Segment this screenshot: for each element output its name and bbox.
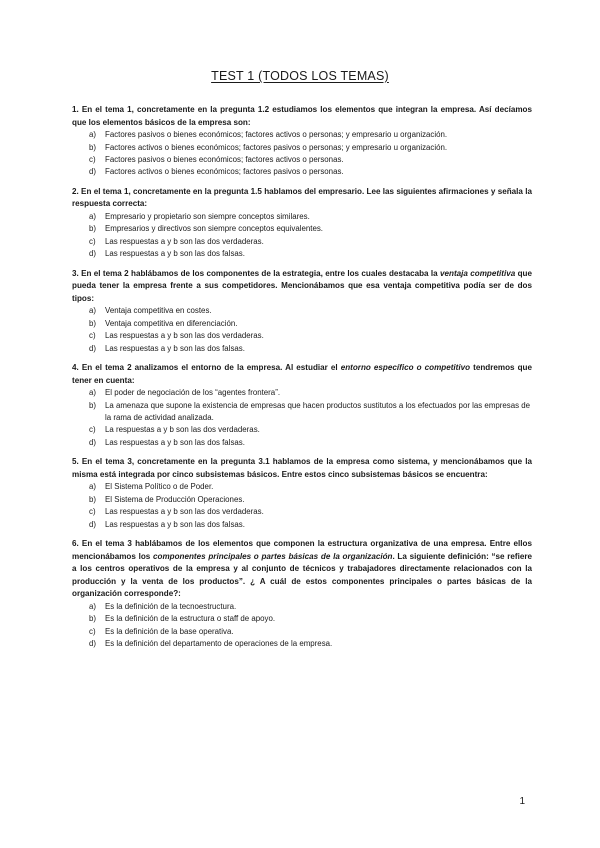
answer-option — [72, 638, 532, 650]
option-letter: a) — [89, 602, 97, 612]
document-title: TEST 1 (TODOS LOS TEMAS) — [211, 69, 389, 83]
option-letter: d) — [89, 639, 97, 649]
answer-option — [72, 437, 532, 449]
option-text: Factores pasivos o bienes económicos; factores activos o personas. — [105, 155, 344, 164]
answer-option — [72, 613, 532, 625]
option-text: El poder de negociación de los “agentes frontera”. — [105, 388, 281, 398]
answer-option — [72, 330, 532, 342]
question-text-segment: 4. En el tema 2 analizamos el entorno de la empresa. Al estudiar el — [72, 363, 341, 373]
option-text: Ventaja competitiva en costes. — [105, 306, 212, 316]
question-text-segment: 1. En el tema 1, concretamente en la pregunta 1.2 estudiamos los elementos que integran la empresa. Así decíamos que los elementos básicos de la empresa son: — [72, 105, 532, 127]
option-text: Ventaja competitiva en diferenciación. — [105, 318, 238, 328]
answer-option — [72, 424, 532, 436]
option-letter: d) — [89, 167, 97, 177]
answer-option — [72, 601, 532, 613]
question-3 — [72, 268, 532, 355]
question-6 — [72, 538, 532, 651]
question-emphasis: componentes principales o partes básicas de la organización — [153, 551, 393, 561]
answer-options — [72, 481, 532, 531]
question-text-segment: 6. En el tema 3 hablábamos de los elementos que componen la estructura organizativa de una empresa. Entre ellos mencionábamos los — [72, 539, 532, 561]
question-text-segment: 2. En el tema 1, concretamente en la pregunta 1.5 hablamos del empresario. Lee las siguientes afirmaciones y señala la respuesta correcta: — [72, 186, 532, 209]
question-text-segment: . La siguiente definición: “se refiere a los centros operativos de la empresa y al conjunto de técnicos y trabajadores directamente relacionados con la producción y la venta de los productos”. ¿ A cuál de estos componentes principales o partes básicas de la organización corresponde?: — [72, 551, 533, 599]
option-letter: b) — [89, 142, 97, 152]
option-text: Las respuestas a y b son las dos verdaderas. — [105, 331, 264, 341]
option-letter: b) — [89, 614, 97, 624]
option-letter: b) — [89, 400, 97, 410]
question-text-segment: 3. En el tema 2 hablábamos de los componentes de la estrategia, entre los cuales destacaba la — [72, 268, 441, 278]
option-text: Las respuestas a y b son las dos falsas. — [105, 437, 245, 447]
option-letter: b) — [89, 494, 97, 504]
option-letter: c) — [89, 425, 96, 435]
option-text: Las respuestas a y b son las dos falsas. — [105, 343, 245, 353]
answer-option — [72, 400, 532, 425]
answer-option — [72, 236, 532, 248]
page-number: 1 — [519, 796, 525, 807]
option-text: Es la definición de la base operativa. — [105, 626, 234, 636]
option-letter: a) — [89, 306, 97, 316]
option-letter: a) — [89, 482, 97, 492]
question-emphasis: entorno específico o competitivo — [340, 363, 471, 373]
answer-option — [72, 166, 532, 178]
answer-options — [72, 129, 532, 179]
question-text — [72, 268, 532, 306]
answer-option — [72, 211, 532, 223]
option-letter: c) — [89, 331, 96, 341]
question-text — [72, 186, 532, 211]
option-text: Las respuestas a y b son las dos falsas. — [105, 519, 245, 529]
option-letter: d) — [89, 437, 97, 447]
option-letter: d) — [89, 519, 97, 529]
answer-option — [72, 494, 532, 506]
option-text: Las respuestas a y b son las dos verdaderas. — [105, 507, 264, 517]
answer-option — [72, 142, 532, 154]
question-5 — [72, 456, 532, 531]
option-text: Es la definición del departamento de operaciones de la empresa. — [105, 639, 333, 649]
option-letter: a) — [89, 212, 97, 221]
option-text: Es la definición de la tecnoestructura. — [105, 602, 237, 612]
answer-options — [72, 601, 532, 651]
answer-options — [72, 387, 532, 449]
answer-option — [72, 223, 532, 235]
option-letter: c) — [89, 236, 96, 246]
option-text: Factores activos o bienes económicos; factores pasivos o personas; y empresario u organización. — [105, 142, 448, 152]
option-text: Las respuestas a y b son las dos falsas. — [105, 249, 245, 259]
answer-option — [72, 481, 532, 493]
question-text — [72, 362, 532, 387]
option-text: La amenaza que supone la existencia de empresas que hacen productos sustitutos a los efectuados por las empresas de la rama de actividad analizada. — [105, 400, 531, 423]
question-text-segment: tendremos que tener en cuenta: — [72, 363, 533, 385]
answer-option — [72, 626, 532, 638]
option-text: Factores pasivos o bienes económicos; factores activos o personas; y empresario u organización. — [105, 130, 448, 140]
question-4 — [72, 362, 532, 449]
answer-options — [72, 305, 532, 355]
answer-option — [72, 305, 532, 317]
answer-option — [72, 519, 532, 531]
questions-list — [72, 104, 532, 658]
option-text: El Sistema de Producción Operaciones. — [105, 494, 245, 504]
option-text: Factores activos o bienes económicos; factores pasivos o personas. — [105, 167, 344, 177]
option-letter: c) — [89, 155, 96, 164]
option-letter: b) — [89, 318, 97, 328]
question-1 — [72, 104, 532, 179]
option-letter: c) — [89, 626, 96, 636]
option-letter: a) — [89, 130, 97, 140]
option-letter: c) — [89, 507, 96, 517]
question-text — [72, 104, 532, 129]
option-letter: d) — [89, 343, 97, 353]
question-text-segment: 5. En el tema 3, concretamente en la pregunta 3.1 hablamos de la empresa como sistema, y mencionábamos que la misma está integrada por cinco subsistemas básicos. Entre estos cinco subsistemas básicos se encuentra: — [72, 457, 532, 479]
answer-option — [72, 318, 532, 330]
question-2 — [72, 186, 532, 261]
option-text: La respuestas a y b son las dos verdaderas. — [105, 425, 260, 435]
option-text: Las respuestas a y b son las dos verdaderas. — [105, 236, 264, 246]
option-text: Empresario y propietario son siempre conceptos similares. — [105, 212, 310, 221]
question-text — [72, 456, 532, 481]
answer-option — [72, 248, 532, 260]
option-text: Empresarios y directivos son siempre conceptos equivalentes. — [105, 224, 323, 234]
option-letter: d) — [89, 249, 97, 259]
option-text: Es la definición de la estructura o staff de apoyo. — [105, 614, 276, 624]
answer-option — [72, 506, 532, 518]
question-text — [72, 538, 532, 601]
option-letter: a) — [89, 388, 97, 398]
question-text-segment: que pueda tener la empresa frente a sus competidores. Mencionábamos que esa ventaja competitiva podía ser de dos tipos: — [72, 268, 532, 303]
answer-option — [72, 154, 532, 166]
answer-option — [72, 129, 532, 141]
answer-option — [72, 387, 532, 399]
answer-options — [72, 211, 532, 261]
option-text: El Sistema Político o de Poder. — [105, 482, 214, 492]
answer-option — [72, 343, 532, 355]
question-emphasis: ventaja competitiva — [440, 268, 516, 278]
option-letter: b) — [89, 224, 97, 234]
